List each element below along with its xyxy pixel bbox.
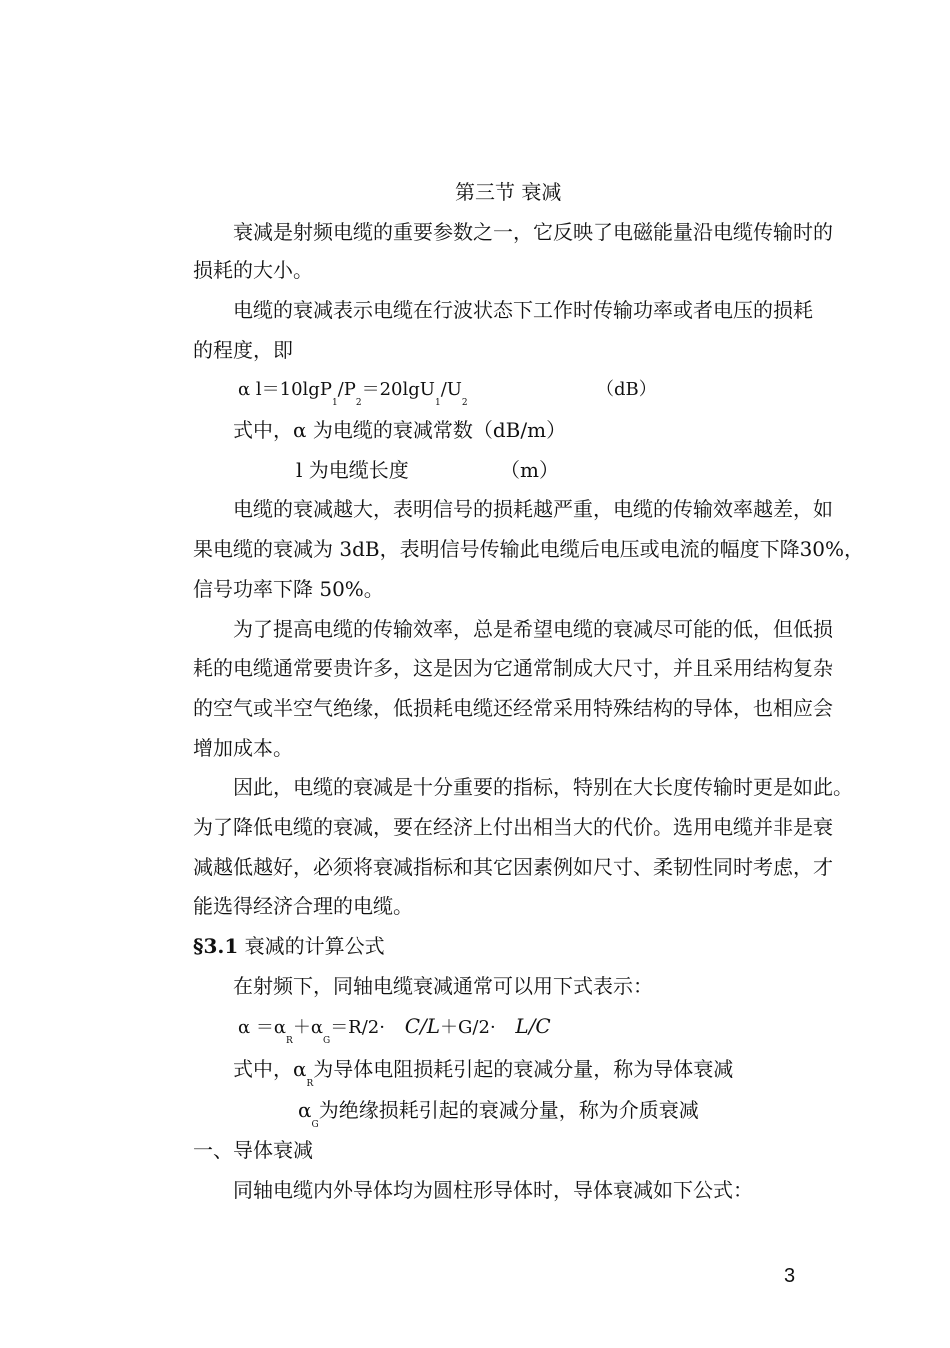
formula2-lc: L/C — [515, 1014, 551, 1038]
para2-line2-text: 的程度，即 — [193, 338, 293, 362]
para3-line2-text: 果电缆的衰减为 3dB，表明信号传输此电缆后电压或电流的幅度下降30%， — [193, 537, 865, 561]
def2-line2 — [298, 1098, 699, 1130]
formula2-plus: ＋α — [292, 1017, 323, 1038]
def1-line1 — [233, 418, 566, 442]
para7-text: 同轴电缆内外导体均为圆柱形导体时，导体衰减如下公式： — [233, 1178, 753, 1202]
formula2-subR: R — [286, 1036, 293, 1046]
formula-1 — [238, 378, 468, 408]
para3-line3-text: 信号功率下降 50%。 — [193, 577, 384, 601]
para4-line3-text: 的空气或半空气绝缘，低损耗电缆还经常采用特殊结构的导体，也相应会 — [193, 696, 833, 720]
page-number: 3 — [784, 1265, 796, 1287]
formula2-a: α ＝α — [238, 1017, 287, 1038]
para1-line2-text: 损耗的大小。 — [193, 258, 313, 282]
formula1-unit-text: （dB） — [596, 379, 657, 400]
para4-line1 — [233, 617, 833, 641]
para5-line4 — [193, 894, 413, 918]
para5-line1-text: 因此，电缆的衰减是十分重要的指标，特别在大长度传输时更是如此。 — [233, 775, 853, 799]
para1-line2 — [193, 258, 313, 282]
para1-line1 — [233, 220, 843, 244]
def2-text2: 为绝缘损耗引起的衰减分量，称为介质衰减 — [318, 1098, 699, 1122]
subsection-title: 衰减的计算公式 — [244, 934, 385, 958]
formula1-sub2: 2 — [355, 398, 362, 408]
formula1-sub1: 1 — [331, 398, 338, 408]
para4-line3 — [193, 696, 833, 720]
para4-line1-text: 为了提高电缆的传输效率，总是希望电缆的衰减尽可能的低，但低损 — [233, 617, 833, 641]
para3-line3 — [193, 577, 384, 601]
para5-line3-text: 减越低越好，必须将衰减指标和其它因素例如尺寸、柔韧性同时考虑，才 — [193, 855, 833, 879]
formula1-lhs: α l＝10lgP — [238, 379, 332, 400]
para3-line1-text: 电缆的衰减越大，表明信号的损耗越严重，电缆的传输效率越差，如 — [233, 497, 833, 521]
para4-line4-text: 增加成本。 — [193, 736, 293, 760]
formula2-rest2: ＋G/2· — [440, 1017, 496, 1038]
formula1-mid3: /U — [440, 379, 462, 400]
def2-line1 — [233, 1057, 734, 1089]
section-title — [455, 180, 561, 204]
para4-line2-text: 耗的电缆通常要贵许多，这是因为它通常制成大尺寸，并且采用结构复杂 — [193, 656, 833, 680]
formula1-mid1: /P — [337, 379, 356, 400]
para2-line2 — [193, 338, 293, 362]
formula2-subG: G — [322, 1036, 331, 1046]
para5-line2-text: 为了降低电缆的衰减，要在经济上付出相当大的代价。选用电缆并非是衰 — [193, 815, 833, 839]
def2-text: 为导体电阻损耗引起的衰减分量，称为导体衰减 — [313, 1057, 734, 1081]
para6 — [233, 974, 653, 998]
def2-subR: R — [306, 1079, 314, 1089]
para7 — [233, 1178, 753, 1202]
para4-line2 — [193, 656, 833, 680]
def2-alpha: α — [298, 1098, 312, 1122]
para5-line2 — [193, 815, 833, 839]
def1-line1-text: 式中，α 为电缆的衰减常数（dB/m） — [233, 418, 567, 442]
formula1-sub4: 2 — [461, 398, 468, 408]
para5-line3 — [193, 855, 833, 879]
subsection-heading — [193, 934, 385, 958]
para4-line4 — [193, 736, 293, 760]
def1-line2-unit-text: （m） — [500, 458, 559, 482]
formula1-sub3: 1 — [434, 398, 441, 408]
para6-text: 在射频下，同轴电缆衰减通常可以用下式表示： — [233, 974, 653, 998]
formula2-rest: ＝R/2· — [330, 1017, 385, 1038]
def1-line2-label: l 为电缆长度 — [296, 458, 409, 482]
formula1-unit — [596, 378, 657, 402]
def2-prefix: 式中，α — [233, 1057, 307, 1081]
heading-1 — [193, 1138, 313, 1162]
heading1-text: 一、导体衰减 — [193, 1138, 313, 1162]
formula-2 — [238, 1014, 551, 1046]
para3-line1 — [233, 497, 833, 521]
section-title-text: 第三节 衰减 — [455, 180, 562, 204]
para5-line1 — [233, 775, 853, 799]
def2-subG: G — [311, 1120, 319, 1130]
para1-line1-text: 衰减是射频电缆的重要参数之一，它反映了电磁能量沿电缆传输时的 — [233, 220, 833, 244]
def1-line2-unit — [500, 458, 559, 482]
formula2-cl: C/L — [404, 1014, 441, 1038]
def1-line2 — [296, 458, 409, 482]
para2-line1 — [233, 298, 813, 322]
formula1-mid2: ＝20lgU — [361, 379, 435, 400]
para3-line2 — [193, 537, 864, 561]
para5-line4-text: 能选得经济合理的电缆。 — [193, 894, 413, 918]
para2-line1-text: 电缆的衰减表示电缆在行波状态下工作时传输功率或者电压的损耗 — [233, 298, 813, 322]
subsection-number: §3.1 — [193, 934, 239, 958]
